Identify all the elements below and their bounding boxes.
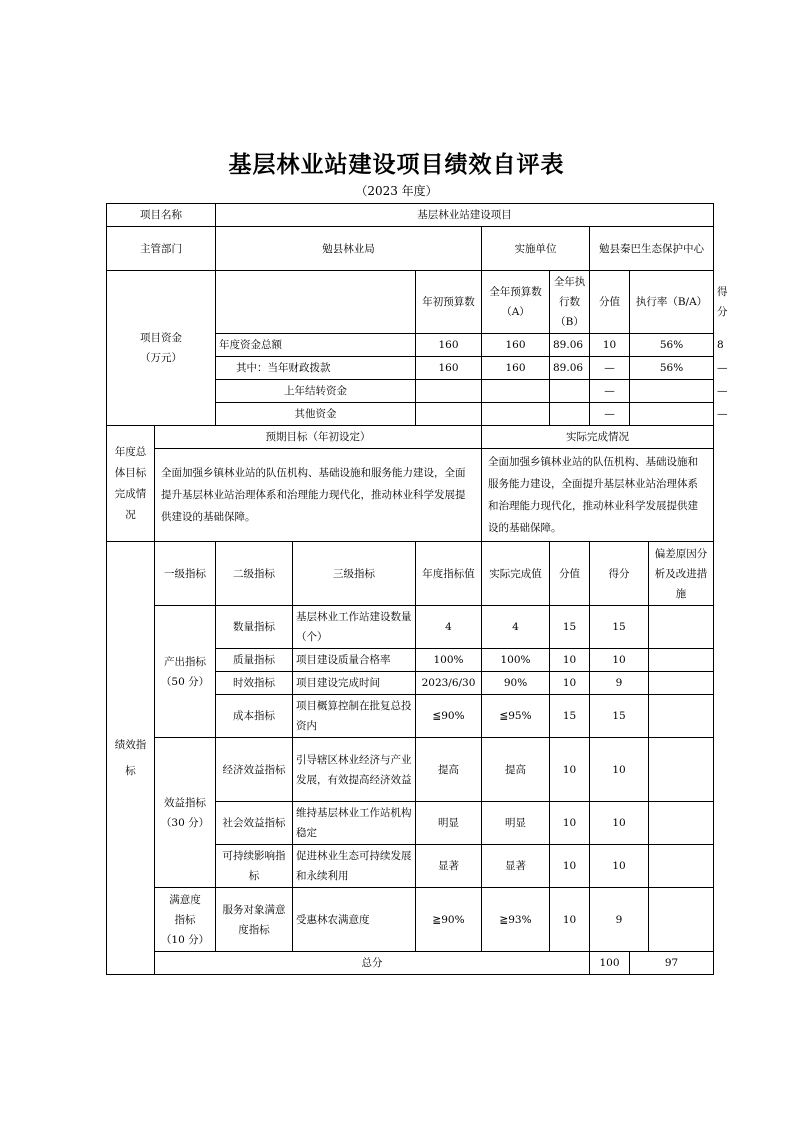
target: 4 (416, 606, 482, 649)
funds-row-name: 其中：当年财政拨款 (216, 357, 416, 380)
funds-row-weight: — (590, 357, 630, 380)
level3: 项目概算控制在批复总投资内 (293, 695, 416, 738)
ind-header-reason: 偏差原因分析及改进措施 (649, 542, 714, 606)
dept-label: 主管部门 (107, 227, 216, 271)
funds-header-blank (216, 271, 416, 334)
goals-expected-text: 全面加强乡镇林业站的队伍机构、基础设施和服务能力建设，全面提升基层林业站治理体系和治理能力现代化，推动林业科学发展提供建设的基础保障。 (155, 449, 482, 542)
actual: ≧93% (482, 888, 550, 952)
impl-unit-label: 实施单位 (482, 227, 590, 271)
level2: 社会效益指标 (216, 802, 293, 845)
funds-row-initial: 160 (416, 334, 482, 357)
level2: 质量指标 (216, 649, 293, 672)
funds-row-annual (482, 403, 550, 426)
score: 10 (590, 649, 649, 672)
goals-label: 年度总体目标完成情况 (107, 426, 155, 542)
goals-actual-header: 实际完成情况 (482, 426, 714, 449)
funds-row-weight: 10 (590, 334, 630, 357)
group-satisfaction-line1: 满意度 (169, 893, 201, 906)
level3: 维持基层林业工作站机构稳定 (293, 802, 416, 845)
funds-row-executed: 89.06 (550, 357, 590, 380)
total-row (107, 952, 714, 975)
score: 10 (590, 845, 649, 888)
project-name-label: 项目名称 (107, 204, 216, 227)
ind-header-actual: 实际完成值 (482, 542, 550, 606)
funds-label (107, 271, 216, 426)
group-satisfaction-line2: 指标 (174, 913, 196, 926)
indicator-row (107, 606, 714, 649)
funds-header-executed: 全年执行数（B） (550, 271, 590, 334)
actual: 4 (482, 606, 550, 649)
weight: 10 (550, 672, 590, 695)
level3: 促进林业生态可持续发展和永续利用 (293, 845, 416, 888)
weight: 10 (550, 888, 590, 952)
weight: 10 (550, 649, 590, 672)
score: 15 (590, 695, 649, 738)
total-label: 总分 (155, 952, 590, 975)
funds-row-name: 年度资金总额 (216, 334, 416, 357)
ind-header-level2: 二级指标 (216, 542, 293, 606)
funds-header-annual: 全年预算数（A） (482, 271, 550, 334)
ind-header-target: 年度指标值 (416, 542, 482, 606)
reason (649, 606, 714, 649)
funds-row-executed: 89.06 (550, 334, 590, 357)
target: ≦90% (416, 695, 482, 738)
performance-table: 项目名称 基层林业站建设项目 主管部门 勉县林业局 实施单位 勉县秦巴生态保护中心 项目资金 （万元） 年初预算数 全年预算数（A） 全年执行数（B） 分值 执行率（B/A） 得分 年度资金总额 160 160 89.06 10 56% 8 其中：当年财政拨款 160 160 89.06 — 56% — 上年结转资金 — — 其他资金 — — 年度总体目标完成情况 预期目标（年初设定） 实际完成情况 全面加强乡镇林业站的队伍机构、基础设施和服务能力建设，全面提升基层林业站治理体系和治理能力现代化，推动林业科学发展提供建设的基础保障。 全面加强乡镇林业站的队伍机构、基础设施和服务能力建设，全面提升基层林业站治理体系和治理能力现代化，推动林业科学发展提供建设的基础保障。 绩效指标 一级指标 二级指标 三级指标 年度指标值 实际完成值 分值 得分 偏差原因分析及改进措施 产出指标 （50 分） 数量指标 基层林业工作站建设数量（个） 4 4 15 15 质量指标 项目建设质量合格率 100% 100% 10 10 时效指标 项目建设完成时间 2023/6/30 90% 10 9 成本指标 项目概算控制在批复总投资内 ≦90% ≦95% 15 15 效益指标 （30 分） 经济效益指标 引导辖区林业经济与产业发展，有效提高经济效益 提高 提高 10 10 社会效益指标 维持基层林业工作站机构稳定 明显 明显 10 10 可持续影响指标 促进林业生态可持续发展和永续利用 显著 显著 10 10 满意度 指标 （10 分） 服务对象满意度指标 受惠林农满意度 ≧90% ≧93% 10 9 总分 100 97 (106, 203, 714, 975)
level2: 时效指标 (216, 672, 293, 695)
level3: 基层林业工作站建设数量（个） (293, 606, 416, 649)
funds-row-initial (416, 380, 482, 403)
project-name-value: 基层林业站建设项目 (216, 204, 714, 227)
weight: 15 (550, 606, 590, 649)
weight: 10 (550, 802, 590, 845)
group-output-line2: （50 分） (160, 675, 210, 688)
level3: 项目建设质量合格率 (293, 649, 416, 672)
group-benefit-line1: 效益指标 (164, 796, 206, 809)
funds-row-executed (550, 403, 590, 426)
score: 10 (590, 738, 649, 802)
funds-row-annual: 160 (482, 334, 550, 357)
indicator-row (107, 738, 714, 802)
ind-header-level1: 一级指标 (155, 542, 216, 606)
funds-row-initial: 160 (416, 357, 482, 380)
funds-row-annual (482, 380, 550, 403)
indicator-row (107, 888, 714, 952)
weight: 15 (550, 695, 590, 738)
actual: 100% (482, 649, 550, 672)
level2: 成本指标 (216, 695, 293, 738)
ind-header-score: 得分 (590, 542, 649, 606)
reason (649, 738, 714, 802)
impl-unit-value: 勉县秦巴生态保护中心 (590, 227, 714, 271)
goals-actual-text: 全面加强乡镇林业站的队伍机构、基础设施和服务能力建设，全面提升基层林业站治理体系和治理能力现代化，推动林业科学发展提供建设的基础保障。 (482, 449, 714, 542)
actual: 显著 (482, 845, 550, 888)
total-weight: 100 (590, 952, 630, 975)
document-title: 基层林业站建设项目绩效自评表 (228, 151, 565, 178)
funds-row-weight: — (590, 403, 630, 426)
group-satisfaction-line3: （10 分） (160, 933, 210, 946)
funds-row-initial (416, 403, 482, 426)
reason (649, 845, 714, 888)
actual: ≦95% (482, 695, 550, 738)
total-score: 97 (630, 952, 714, 975)
target: 100% (416, 649, 482, 672)
funds-row-rate: 56% (630, 357, 714, 380)
target: ≧90% (416, 888, 482, 952)
score: 15 (590, 606, 649, 649)
actual: 提高 (482, 738, 550, 802)
reason (649, 695, 714, 738)
score: 10 (590, 802, 649, 845)
goals-expected-header: 预期目标（年初设定） (155, 426, 482, 449)
funds-row-name: 其他资金 (216, 403, 416, 426)
funds-row-rate (630, 403, 714, 426)
funds-row: 年度资金总额 160 160 89.06 10 56% 8 (107, 334, 714, 357)
level2: 经济效益指标 (216, 738, 293, 802)
funds-label-line1: 项目资金 (140, 332, 182, 344)
funds-header-initial: 年初预算数 (416, 271, 482, 334)
level2: 数量指标 (216, 606, 293, 649)
level3: 引导辖区林业经济与产业发展，有效提高经济效益 (293, 738, 416, 802)
indicators-label: 绩效指标 (107, 542, 155, 975)
funds-row-rate (630, 380, 714, 403)
score: 9 (590, 672, 649, 695)
actual: 90% (482, 672, 550, 695)
ind-header-level3: 三级指标 (293, 542, 416, 606)
level2: 可持续影响指标 (216, 845, 293, 888)
group-satisfaction (155, 888, 216, 952)
document-year: （2023 年度） (355, 184, 438, 198)
level2: 服务对象满意度指标 (216, 888, 293, 952)
target: 2023/6/30 (416, 672, 482, 695)
group-output (155, 606, 216, 738)
funds-row-rate: 56% (630, 334, 714, 357)
group-benefit-line2: （30 分） (160, 816, 210, 829)
reason (649, 649, 714, 672)
weight: 10 (550, 738, 590, 802)
actual: 明显 (482, 802, 550, 845)
target: 明显 (416, 802, 482, 845)
group-output-line1: 产出指标 (164, 655, 206, 668)
weight: 10 (550, 845, 590, 888)
funds-row-annual: 160 (482, 357, 550, 380)
target: 提高 (416, 738, 482, 802)
level3: 项目建设完成时间 (293, 672, 416, 695)
target: 显著 (416, 845, 482, 888)
funds-header-weight: 分值 (590, 271, 630, 334)
reason (649, 672, 714, 695)
level3: 受惠林农满意度 (293, 888, 416, 952)
funds-row-name: 上年结转资金 (216, 380, 416, 403)
funds-row: 其中：当年财政拨款 160 160 89.06 — 56% — (107, 357, 714, 380)
funds-row-weight: — (590, 380, 630, 403)
funds-label-line2: （万元） (140, 352, 182, 364)
group-benefit (155, 738, 216, 888)
funds-row: 其他资金 — — (107, 403, 714, 426)
dept-value: 勉县林业局 (216, 227, 482, 271)
reason (649, 802, 714, 845)
funds-header-rate: 执行率（B/A） (630, 271, 714, 334)
ind-header-weight: 分值 (550, 542, 590, 606)
score: 9 (590, 888, 649, 952)
reason (649, 888, 714, 952)
funds-row-executed (550, 380, 590, 403)
funds-row: 上年结转资金 — — (107, 380, 714, 403)
